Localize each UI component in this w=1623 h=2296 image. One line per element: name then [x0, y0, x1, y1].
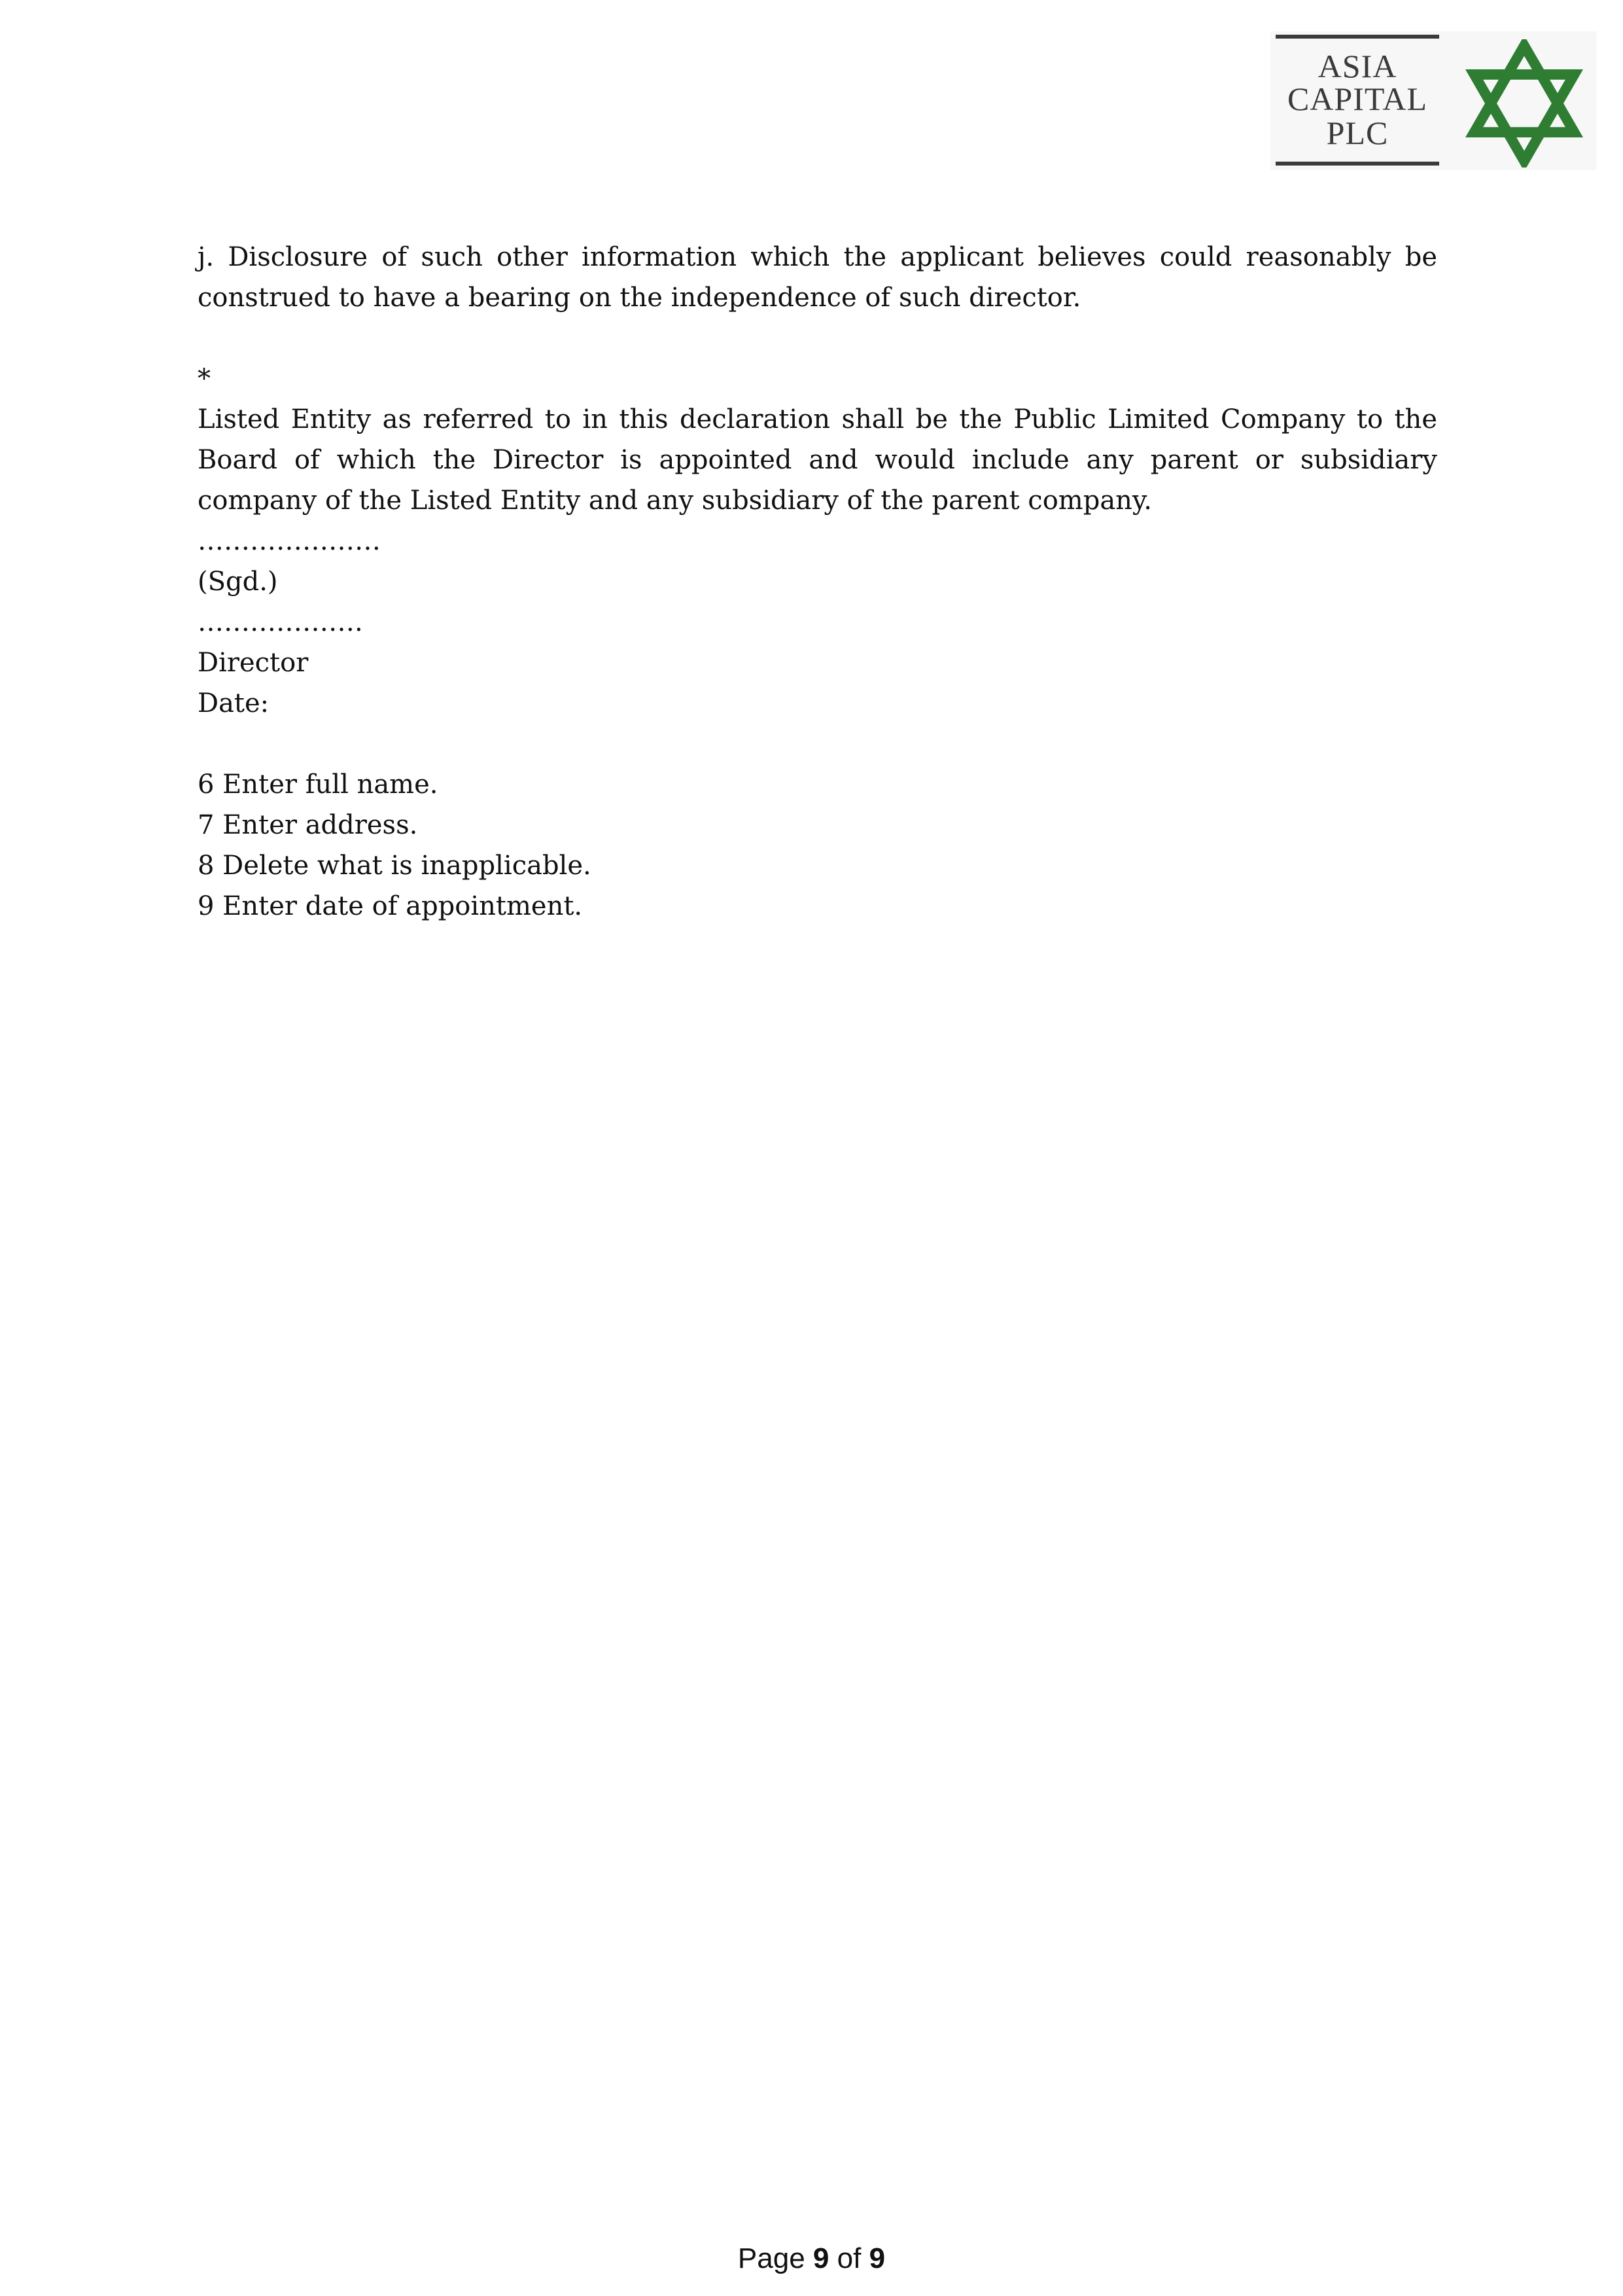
signatory-role: Director [198, 648, 309, 678]
star-icon [1460, 39, 1588, 168]
clause-j: j. Disclosure of such other information which the applicant believes could reasonably be construed to have a bearing on the independence of such director. [198, 242, 1437, 313]
date-label: Date: [198, 688, 270, 718]
asterisk-marker: * [198, 364, 211, 394]
logo-line-capital: CAPITAL [1287, 80, 1428, 117]
listed-entity-note: Listed Entity as referred to in this declaration shall be the Public Limited Company to the Board of which the Director is appointed and would include any parent or subsidiary company of the Listed Entity and any subsidiary of the parent company. [198, 404, 1437, 516]
logo-top-rule [1276, 35, 1439, 39]
of-word: of [837, 2242, 862, 2274]
footnote-8: 8 Delete what is inapplicable. [198, 851, 591, 881]
document-body [198, 237, 1437, 927]
star-lower-triangle [1475, 75, 1575, 161]
footnote-7: 7 Enter address. [198, 810, 418, 840]
page-word: Page [737, 2242, 805, 2274]
page-footer [0, 2240, 1623, 2277]
logo-wordmark [1276, 35, 1439, 166]
blank-line [198, 724, 1437, 764]
signature-dots-bottom: ………………. [198, 607, 363, 637]
star-upper-triangle [1475, 46, 1575, 132]
signed-marker: (Sgd.) [198, 567, 278, 597]
logo-bottom-rule [1276, 162, 1439, 166]
footnote-6: 6 Enter full name. [198, 769, 438, 800]
signature-dots-top: ………………… [198, 526, 381, 556]
current-page-number: 9 [812, 2242, 829, 2274]
logo-line-plc: PLC [1326, 115, 1389, 151]
blank-line [198, 318, 1437, 359]
footnote-9: 9 Enter date of appointment. [198, 891, 583, 921]
company-logo [1270, 31, 1596, 170]
total-page-count: 9 [869, 2242, 886, 2274]
logo-line-asia: ASIA [1318, 48, 1397, 84]
